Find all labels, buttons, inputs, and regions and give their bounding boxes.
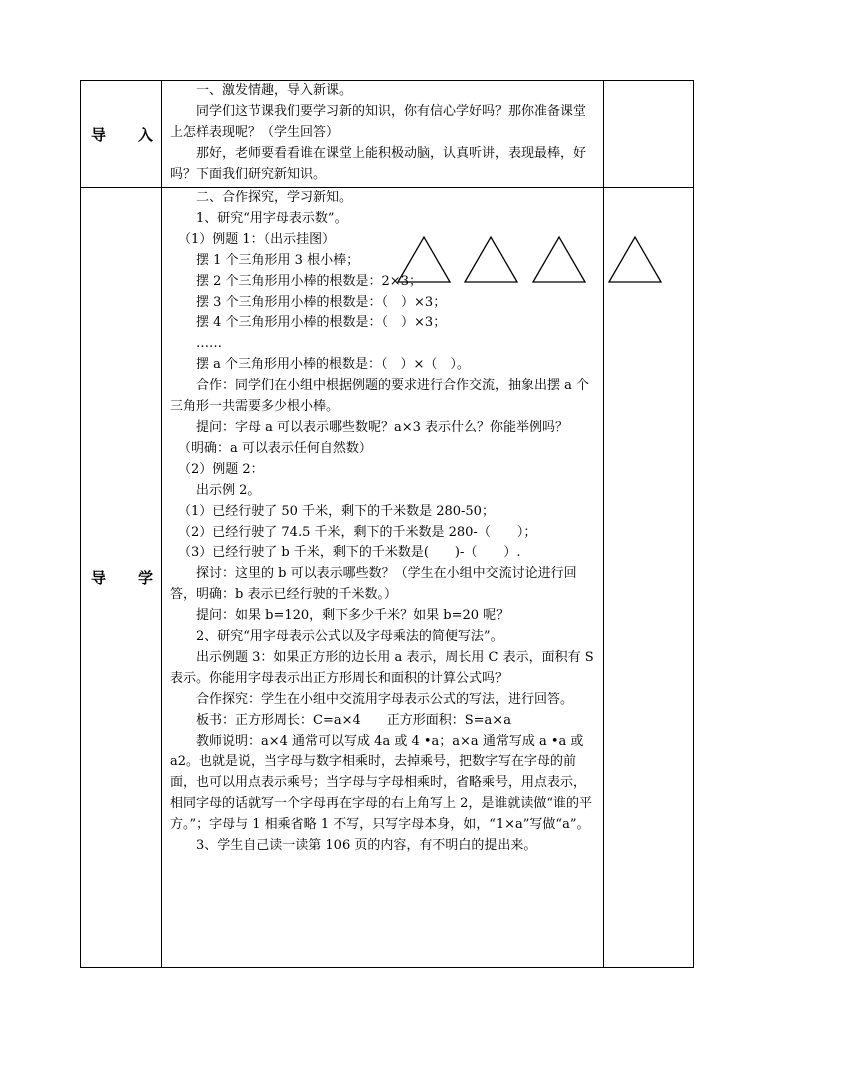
paragraph: 摆 1 个三角形用 3 根小棒； bbox=[196, 252, 360, 268]
paragraph: 那好，老师要看看谁在课堂上能积极动脑，认真听讲，表现最棒，好吗？下面我们研究新知识。 bbox=[170, 145, 587, 182]
paragraph: 一、激发情趣，导入新课。 bbox=[196, 83, 353, 98]
label-char: 入 bbox=[137, 125, 153, 144]
label-char: 导 bbox=[91, 569, 107, 587]
paragraph: 合作：同学们在小组中根据例题的要求进行合作交流，抽象出摆 a 个三角形一共需要多少根小棒。 bbox=[170, 378, 590, 415]
paragraph: 二、合作探究，学习新知。 bbox=[196, 190, 353, 205]
paragraph: 板书：正方形周长：C=a×4 正方形面积：S=a×a bbox=[196, 712, 511, 728]
paragraph: 摆 3 个三角形用小棒的根数是：（ ）×3； bbox=[196, 294, 447, 310]
paragraph: 合作探究：学生在小组中交流用字母表示公式的写法，进行回答。 bbox=[196, 691, 574, 707]
paragraph: 摆 a 个三角形用小棒的根数是：（ ）×（ ）。 bbox=[196, 357, 470, 373]
paragraph: 摆 4 个三角形用小棒的根数是：（ ）×3； bbox=[196, 315, 447, 331]
paragraph: （3）已经行驶了 b 千米，剩下的千米数是( )-（ ）. bbox=[178, 545, 521, 561]
paragraph: （2）已经行驶了 74.5 千米，剩下的千米数是 280-（ ）； bbox=[178, 524, 537, 540]
triangle-shape bbox=[609, 237, 661, 282]
paragraph: （明确：a 可以表示任何自然数） bbox=[178, 440, 372, 456]
paragraph: （2）例题 2： bbox=[178, 461, 264, 477]
paragraph: …… bbox=[196, 336, 222, 352]
label-char: 学 bbox=[137, 569, 153, 587]
paragraph: （1）例题 1：（出示挂图） bbox=[178, 231, 336, 247]
triangle-shape bbox=[533, 237, 585, 282]
paragraph: 2、研究“用字母表示公式以及字母乘法的简便写法”。 bbox=[196, 629, 504, 645]
paragraph: 出示例题 3：如果正方形的边长用 a 表示，周长用 C 表示，面积有 S 表示。你能用字母表示出正方形周长和面积的计算公式吗？ bbox=[170, 649, 594, 686]
triangle-shape bbox=[398, 237, 450, 282]
paragraph: 探讨：这里的 b 可以表示哪些数？（学生在小组中交流讨论进行回答，明确：b 表示已经行驶的千米数。） bbox=[170, 566, 577, 603]
paragraph: 提问：字母 a 可以表示哪些数呢？a×3 表示什么？你能举例吗？ bbox=[196, 419, 569, 435]
paragraph: 摆 2 个三角形用小棒的根数是：2×3； bbox=[196, 273, 422, 289]
paragraph: 1、研究“用字母表示数”。 bbox=[196, 210, 348, 226]
paragraph: 提问：如果 b=120，剩下多少千米？如果 b=20 呢？ bbox=[196, 608, 510, 624]
paragraph: 出示例 2。 bbox=[196, 482, 261, 498]
paragraph: 教师说明：a×4 通常可以写成 4a 或 4 •a；a×a 通常写成 a •a 或 a2。也就是说，当字母与数字相乘时，去掉乘号，把数字写在字母的前面，也可以用点表示乘号；当字母与字母相乘时，省略乘号，用点表示，相同字母的话就写一个字母再在字母的右上角写上 2，是谁就读做“谁的平方。”；字母与 1 相乘省略 1 不写，只写字母本身，如，“1×a”写做“a”。 bbox=[170, 733, 593, 833]
paragraph: 3、学生自己读一读第 106 页的内容，有不明白的提出来。 bbox=[196, 838, 537, 854]
label-char: 导 bbox=[91, 125, 107, 144]
paragraph: 同学们这节课我们要学习新的知识，你有信心学好吗？那你准备课堂上怎样表现呢？（学生回答） bbox=[170, 103, 587, 140]
paragraph: （1）已经行驶了 50 千米，剩下的千米数是 280-50； bbox=[178, 503, 495, 519]
triangle-shape bbox=[465, 237, 517, 282]
